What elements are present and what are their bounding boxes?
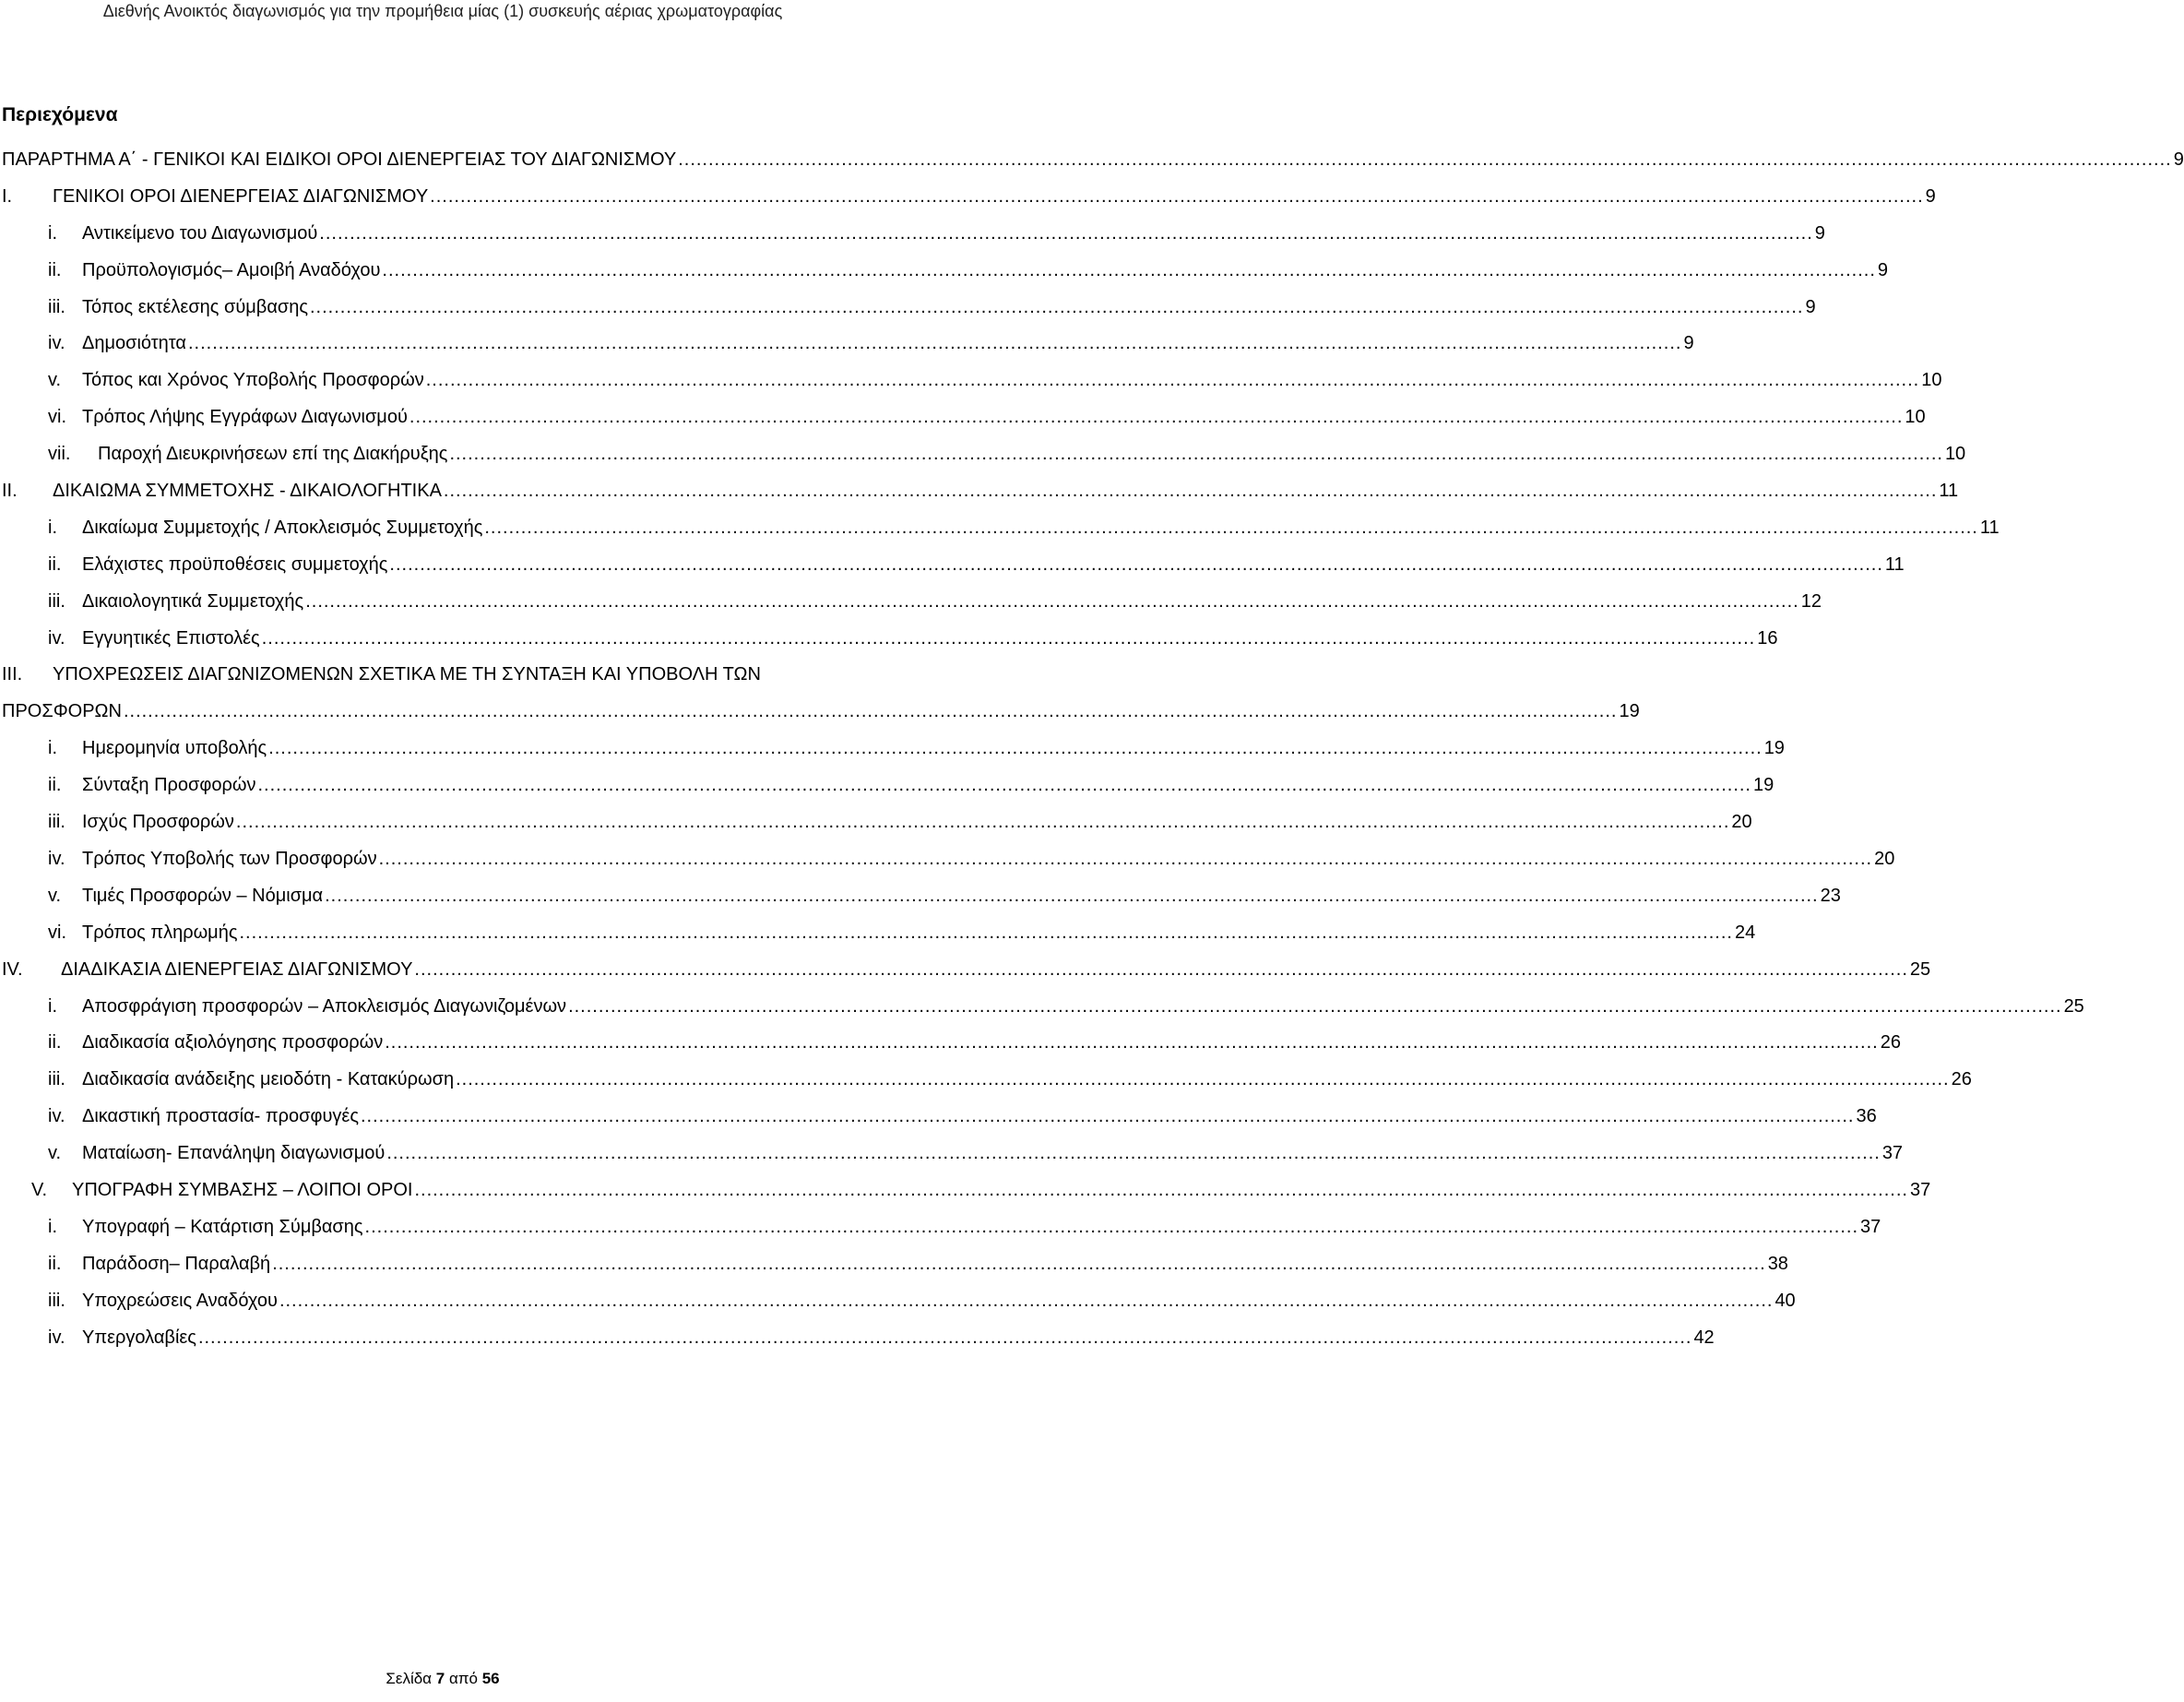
toc-entry-text: Τιμές Προσφορών – Νόμισμα [82, 885, 324, 906]
toc-entry-page: 9 [1683, 333, 1694, 354]
toc-entry-number: i. [48, 222, 57, 244]
toc-entry-page: 11 [1939, 481, 1959, 502]
toc-entry-text: ΠΑΡΑΡΤΗΜΑ Α΄ - ΓΕΝΙΚΟΙ ΚΑΙ ΕΙΔΙΚΟΙ ΟΡΟΙ ΔΙΕΝΕΡΓΕΙΑΣ ΤΟΥ ΔΙΑΓΩΝΙΣΜΟΥ [2, 149, 677, 170]
toc-entry-1-i[interactable] [0, 217, 1825, 254]
toc-entry-page: 40 [1774, 1290, 1796, 1311]
toc-entry-3-iv[interactable] [0, 842, 1895, 879]
toc-entry-number: i. [48, 1216, 57, 1237]
toc-entry-number: iii. [48, 1290, 65, 1311]
toc-entry-page: 19 [1753, 775, 1774, 796]
toc-entry-text: Δικαίωμα Συμμετοχής / Αποκλεισμός Συμμετοχής [82, 517, 483, 538]
running-header: Διεθνής Ανοικτός διαγωνισμός για την προμήθεια μίας (1) συσκευής αέριας χρωματογραφίας [102, 2, 783, 20]
toc-entry-section-4[interactable] [0, 953, 1931, 990]
toc-entry-text: Τόπος εκτέλεσης σύμβασης [82, 296, 308, 317]
toc-entry-text: Ματαίωση- Επανάληψη διαγωνισμού [82, 1143, 386, 1164]
toc-entry-3-ii[interactable] [0, 768, 1774, 805]
toc-entry-page: 9 [2173, 149, 2184, 170]
toc-entry-number: II. [2, 481, 18, 502]
toc-entry-text: Αποσφράγιση προσφορών – Αποκλεισμός Διαγωνιζομένων [82, 995, 567, 1017]
table-of-contents [0, 143, 2184, 1357]
toc-entry-page: 37 [1860, 1216, 1881, 1237]
toc-entry-number: i. [48, 517, 57, 538]
toc-entry-text: Αντικείμενο του Διαγωνισμού [82, 222, 318, 244]
toc-entry-page: 9 [1814, 222, 1825, 244]
toc-entry-2-iv[interactable] [0, 622, 1778, 659]
toc-entry-4-iv[interactable] [0, 1100, 1877, 1137]
toc-entry-5-ii[interactable] [0, 1247, 1788, 1284]
toc-entry-page: 23 [1820, 885, 1841, 906]
toc-entry-4-i[interactable] [0, 990, 2084, 1027]
toc-entry-page: 9 [1877, 259, 1889, 280]
footer-total-pages: 56 [481, 1670, 500, 1687]
toc-entry-text: Ισχύς Προσφορών [82, 812, 234, 833]
toc-entry-4-ii[interactable] [0, 1026, 1901, 1063]
footer-page-middle: από [448, 1670, 478, 1687]
toc-entry-3-i[interactable] [0, 732, 1785, 768]
toc-entry-text: Διαδικασία αξιολόγησης προσφορών [82, 1032, 384, 1053]
toc-entry-page: 10 [1921, 370, 1942, 391]
toc-entry-text: Διαδικασία ανάδειξης μειοδότη - Κατακύρωση [82, 1069, 455, 1090]
toc-entry-1-iv[interactable] [0, 327, 1694, 363]
toc-entry-5-iv[interactable] [0, 1321, 1715, 1358]
toc-entry-number: v. [48, 370, 62, 391]
toc-entry-number: vi. [48, 922, 66, 943]
toc-entry-page: 25 [2063, 995, 2084, 1017]
toc-entry-text: Σύνταξη Προσφορών [82, 775, 256, 796]
toc-entry-number: ii. [48, 1032, 62, 1053]
toc-entry-annex-a[interactable] [0, 143, 2184, 180]
toc-entry-number: iii. [48, 296, 65, 317]
toc-entry-number: i. [48, 995, 57, 1017]
toc-entry-page: 12 [1800, 590, 1822, 612]
toc-entry-1-iii[interactable] [0, 291, 1816, 327]
toc-entry-text: ΔΙΑΔΙΚΑΣΙΑ ΔΙΕΝΕΡΓΕΙΑΣ ΔΙΑΓΩΝΙΣΜΟΥ [61, 958, 413, 980]
toc-entry-page: 10 [1944, 444, 1966, 465]
toc-entry-number: ii. [48, 259, 62, 280]
toc-entry-number: vii. [48, 444, 71, 465]
toc-entry-page: 9 [1925, 185, 1936, 207]
toc-entry-number: ii. [48, 553, 62, 575]
toc-entry-1-v[interactable] [0, 363, 1942, 400]
toc-entry-page: 37 [1881, 1143, 1904, 1164]
toc-entry-1-ii[interactable] [0, 254, 1889, 291]
toc-entry-text: Υποχρεώσεις Αναδόχου [82, 1290, 278, 1311]
toc-entry-page: 11 [1979, 517, 2000, 538]
toc-entry-2-i[interactable] [0, 511, 2000, 548]
toc-entry-number: iii. [48, 812, 65, 833]
toc-entry-number: iii. [48, 590, 65, 612]
toc-entry-4-iii[interactable] [0, 1063, 1972, 1100]
toc-entry-number: I. [2, 185, 13, 207]
toc-entry-text: Δημοσιότητα [82, 333, 186, 354]
toc-entry-number: iv. [48, 333, 65, 354]
toc-entry-number: v. [48, 1143, 62, 1164]
toc-entry-text: Τόπος και Χρόνος Υποβολής Προσφορών [82, 370, 424, 391]
toc-entry-3-vi[interactable] [0, 916, 1756, 953]
toc-entry-3-iii[interactable] [0, 805, 1752, 842]
toc-entry-number: ii. [48, 1253, 62, 1274]
toc-entry-number: i. [48, 738, 57, 759]
toc-entry-text: ΥΠΟΧΡΕΩΣΕΙΣ ΔΙΑΓΩΝΙΖΟΜΕΝΩΝ ΣΧΕΤΙΚΑ ΜΕ ΤΗ ΣΥΝΤΑΞΗ ΚΑΙ ΥΠΟΒΟΛΗ ΤΩΝ [53, 664, 761, 685]
toc-entry-number: IV. [2, 958, 23, 980]
toc-entry-page: 24 [1734, 922, 1756, 943]
toc-entry-text: Παράδοση– Παραλαβή [82, 1253, 271, 1274]
toc-entry-text: Ημερομηνία υποβολής [82, 738, 267, 759]
toc-entry-text: Δικαστική προστασία- προσφυγές [82, 1106, 359, 1127]
toc-entry-page: 19 [1619, 701, 1640, 722]
toc-entry-section-5[interactable] [0, 1173, 1931, 1210]
toc-entry-text: Προϋπολογισμός– Αμοιβή Αναδόχου [82, 259, 381, 280]
toc-entry-number: v. [48, 885, 62, 906]
toc-entry-text: Τρόπος πληρωμής [82, 922, 238, 943]
toc-entry-page: 26 [1951, 1069, 1972, 1090]
toc-entry-text: ΥΠΟΓΡΑΦΗ ΣΥΜΒΑΣΗΣ – ΛΟΙΠΟΙ ΟΡΟΙ [72, 1179, 413, 1200]
toc-entry-text: Υπογραφή – Κατάρτιση Σύμβασης [82, 1216, 363, 1237]
toc-entry-5-i[interactable] [0, 1210, 1881, 1247]
toc-entry-text: Παροχή Διευκρινήσεων επί της Διακήρυξης [98, 444, 448, 465]
toc-entry-number: V. [31, 1179, 48, 1200]
toc-entry-text: Υπεργολαβίες [82, 1327, 196, 1348]
toc-entry-page: 19 [1763, 738, 1785, 759]
toc-entry-page: 25 [1909, 958, 1931, 980]
toc-title: Περιεχόμενα [2, 104, 118, 125]
page-footer [0, 1670, 885, 1688]
toc-entry-1-vii[interactable] [0, 437, 1966, 474]
toc-entry-text: ΓΕΝΙΚΟΙ ΟΡΟΙ ΔΙΕΝΕΡΓΕΙΑΣ ΔΙΑΓΩΝΙΣΜΟΥ [53, 185, 429, 207]
toc-entry-number: vi. [48, 407, 66, 428]
toc-entry-section-3[interactable] [0, 658, 1640, 732]
toc-entry-page: 9 [1805, 296, 1816, 317]
toc-entry-page: 42 [1693, 1327, 1715, 1348]
toc-entry-number: iv. [48, 1327, 65, 1348]
toc-entry-page: 38 [1767, 1253, 1788, 1274]
toc-entry-text: Δικαιολογητικά Συμμετοχής [82, 590, 304, 612]
toc-entry-number: iii. [48, 1069, 65, 1090]
toc-entry-page: 20 [1874, 848, 1895, 869]
toc-entry-section-1[interactable] [0, 180, 1936, 217]
toc-entry-number: ii. [48, 775, 62, 796]
toc-entry-number: III. [2, 664, 23, 685]
footer-current-page: 7 [435, 1670, 445, 1687]
toc-entry-page: 11 [1884, 553, 1905, 575]
toc-entry-page: 20 [1731, 812, 1752, 833]
toc-entry-text: ΔΙΚΑΙΩΜΑ ΣΥΜΜΕΤΟΧΗΣ - ΔΙΚΑΙΟΛΟΓΗΤΙΚΑ [53, 481, 442, 502]
toc-entry-1-vi[interactable] [0, 400, 1926, 437]
toc-entry-2-iii[interactable] [0, 585, 1822, 622]
toc-entry-page: 16 [1757, 627, 1778, 649]
toc-entry-page: 10 [1905, 407, 1926, 428]
toc-entry-text-continued: ΠΡΟΣΦΟΡΩΝ [2, 701, 122, 722]
toc-entry-5-iii[interactable] [0, 1284, 1796, 1321]
toc-entry-page: 26 [1880, 1032, 1901, 1053]
footer-page-prefix: Σελίδα [386, 1670, 433, 1687]
toc-entry-3-v[interactable] [0, 879, 1841, 916]
toc-entry-4-v[interactable] [0, 1137, 1904, 1173]
toc-entry-text: Τρόπος Υποβολής των Προσφορών [82, 848, 377, 869]
toc-entry-number: iv. [48, 1106, 65, 1127]
toc-entry-section-2[interactable] [0, 474, 1959, 511]
toc-entry-page: 36 [1856, 1106, 1877, 1127]
toc-entry-number: iv. [48, 848, 65, 869]
toc-entry-text: Εγγυητικές Επιστολές [82, 627, 260, 649]
toc-entry-text: Ελάχιστες προϋποθέσεις συμμετοχής [82, 553, 388, 575]
toc-entry-page: 37 [1909, 1179, 1931, 1200]
toc-entry-text: Τρόπος Λήψης Εγγράφων Διαγωνισμού [82, 407, 408, 428]
toc-entry-2-ii[interactable] [0, 548, 1905, 585]
toc-entry-number: iv. [48, 627, 65, 649]
